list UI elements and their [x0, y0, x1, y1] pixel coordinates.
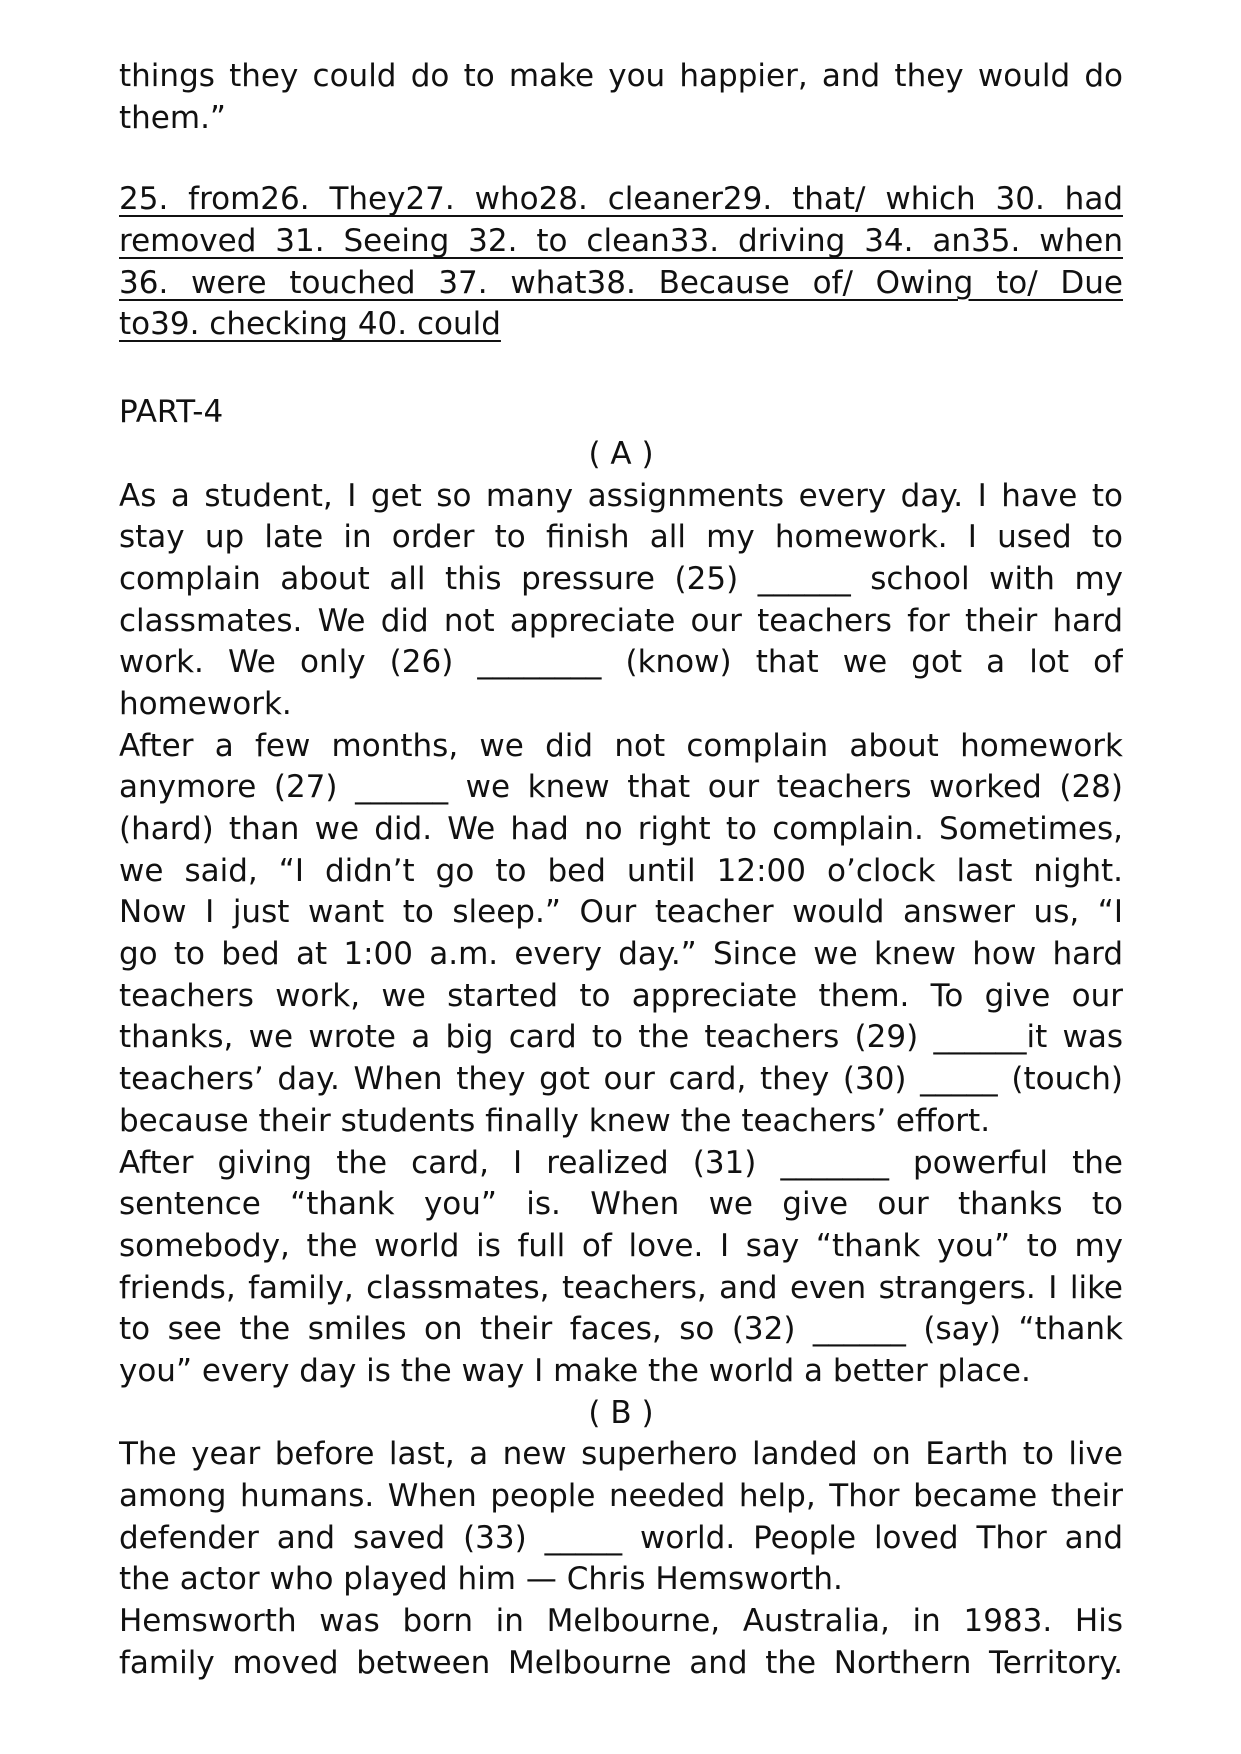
text-line: friends, family, classmates, teachers, and even strangers. I like [119, 1269, 1123, 1306]
text-line: Hemsworth was born in Melbourne, Australia, in 1983. His [119, 1603, 1123, 1640]
text-line: teachers’ day. When they got our card, they (30) _____ (touch) [119, 1061, 1123, 1098]
text-line: (hard) than we did. We had no right to complain. Sometimes, [119, 811, 1123, 847]
spacer [119, 139, 1123, 179]
text-line: family moved between Melbourne and the Northern Territory. [119, 1644, 1123, 1681]
part-heading: PART-4 [119, 394, 224, 431]
text-line: stay up late in order to finish all my homework. I used to [119, 519, 1123, 556]
text-line: somebody, the world is full of love. I say “thank you” to my [119, 1227, 1123, 1264]
text-line: them.” [119, 99, 226, 136]
text-line: homework. [119, 685, 292, 722]
answer-line: 36. were touched 37. what38. Because of/ Owing to/ Due [119, 264, 1123, 301]
text-line: things they could do to make you happier, and they would do [119, 58, 1123, 94]
text-line: to see the smiles on their faces, so (32) ______ (say) “thank [119, 1311, 1123, 1348]
text-line: you” every day is the way I make the world a better place. [119, 1352, 1031, 1389]
document-page [119, 56, 1123, 1684]
spacer [119, 350, 1123, 392]
section-a-label: ( A ) [588, 435, 654, 472]
text-line: among humans. When people needed help, Thor became their [119, 1478, 1123, 1514]
text-line: go to bed at 1:00 a.m. every day.” Since we knew how hard [119, 936, 1123, 973]
text-line: After a few months, we did not complain about homework [119, 727, 1123, 764]
text-line: As a student, I get so many assignments every day. I have to [119, 477, 1123, 514]
text-line: complain about all this pressure (25) ______ school with my [119, 560, 1123, 597]
text-line: because their students finally knew the teachers’ effort. [119, 1102, 991, 1139]
section-b-passage [119, 1434, 1123, 1684]
intro-paragraph [119, 56, 1123, 139]
answer-line: to39. checking 40. could [119, 306, 501, 343]
text-line: we said, “I didn’t go to bed until 12:00 o’clock last night. [119, 852, 1123, 889]
text-line: The year before last, a new superhero landed on Earth to live [119, 1436, 1123, 1473]
text-line: work. We only (26) ________ (know) that we got a lot of [119, 644, 1123, 681]
answer-line: removed 31. Seeing 32. to clean33. driving 34. an35. when [119, 223, 1123, 260]
answer-line: 25. from26. They27. who28. cleaner29. that/ which 30. had [119, 181, 1123, 218]
text-line: thanks, we wrote a big card to the teachers (29) ______it was [119, 1019, 1123, 1056]
text-line: the actor who played him — Chris Hemsworth. [119, 1561, 843, 1598]
answer-key [119, 179, 1123, 350]
text-line: After giving the card, I realized (31) _______ powerful the [119, 1144, 1123, 1181]
text-line: classmates. We did not appreciate our teachers for their hard [119, 602, 1123, 639]
text-line: sentence “thank you” is. When we give our thanks to [119, 1186, 1123, 1223]
section-b-label: ( B ) [588, 1394, 654, 1431]
text-line: teachers work, we started to appreciate them. To give our [119, 977, 1123, 1014]
section-a-passage [119, 476, 1123, 1393]
text-line: Now I just want to sleep.” Our teacher would answer us, “I [119, 894, 1123, 931]
text-line: defender and saved (33) _____ world. People loved Thor and [119, 1519, 1123, 1556]
text-line: anymore (27) ______ we knew that our teachers worked (28) [119, 769, 1123, 806]
